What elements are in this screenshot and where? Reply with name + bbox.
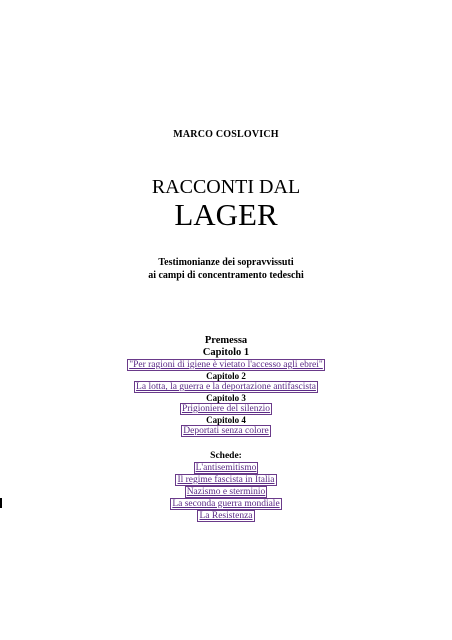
page-edge-mark — [0, 498, 2, 508]
chapter-2-link[interactable]: La lotta, la guerra e la deportazione antifascista — [136, 382, 316, 392]
title-line-2: LAGER — [174, 197, 278, 232]
chapter-2-heading: Capitolo 2 — [206, 371, 246, 381]
chapter-3-heading: Capitolo 3 — [206, 393, 246, 403]
scheda-link-nazismo[interactable]: Nazismo e sterminio — [186, 487, 266, 497]
scheda-link-regime-fascista[interactable]: Il regime fascista in Italia — [177, 475, 275, 485]
table-of-contents — [0, 335, 452, 522]
author-name: MARCO COSLOVICH — [173, 129, 279, 140]
schede-heading: Schede: — [210, 451, 242, 461]
chapter-4-heading: Capitolo 4 — [206, 415, 246, 425]
chapter-1-link[interactable]: "Per ragioni di igiene è vietato l'accesso agli ebrei" — [129, 360, 323, 370]
scheda-link-seconda-guerra[interactable]: La seconda guerra mondiale — [172, 499, 280, 509]
chapter-1-heading: Capitolo 1 — [202, 347, 250, 358]
chapter-3-link[interactable]: Prigioniere del silenzio — [181, 404, 271, 414]
subtitle — [0, 256, 452, 282]
scheda-link-resistenza[interactable]: La Resistenza — [199, 511, 253, 521]
chapter-4-link[interactable]: Deportati senza colore — [183, 426, 269, 436]
scheda-link-antisemitismo[interactable]: L'antisemitismo — [195, 463, 257, 473]
title-line-1: RACCONTI DAL — [151, 176, 301, 198]
premessa-heading: Premessa — [204, 335, 248, 346]
subtitle-line-2: ai campi di concentramento tedeschi — [148, 270, 304, 281]
subtitle-line-1: Testimonianze dei sopravvissuti — [158, 257, 294, 268]
